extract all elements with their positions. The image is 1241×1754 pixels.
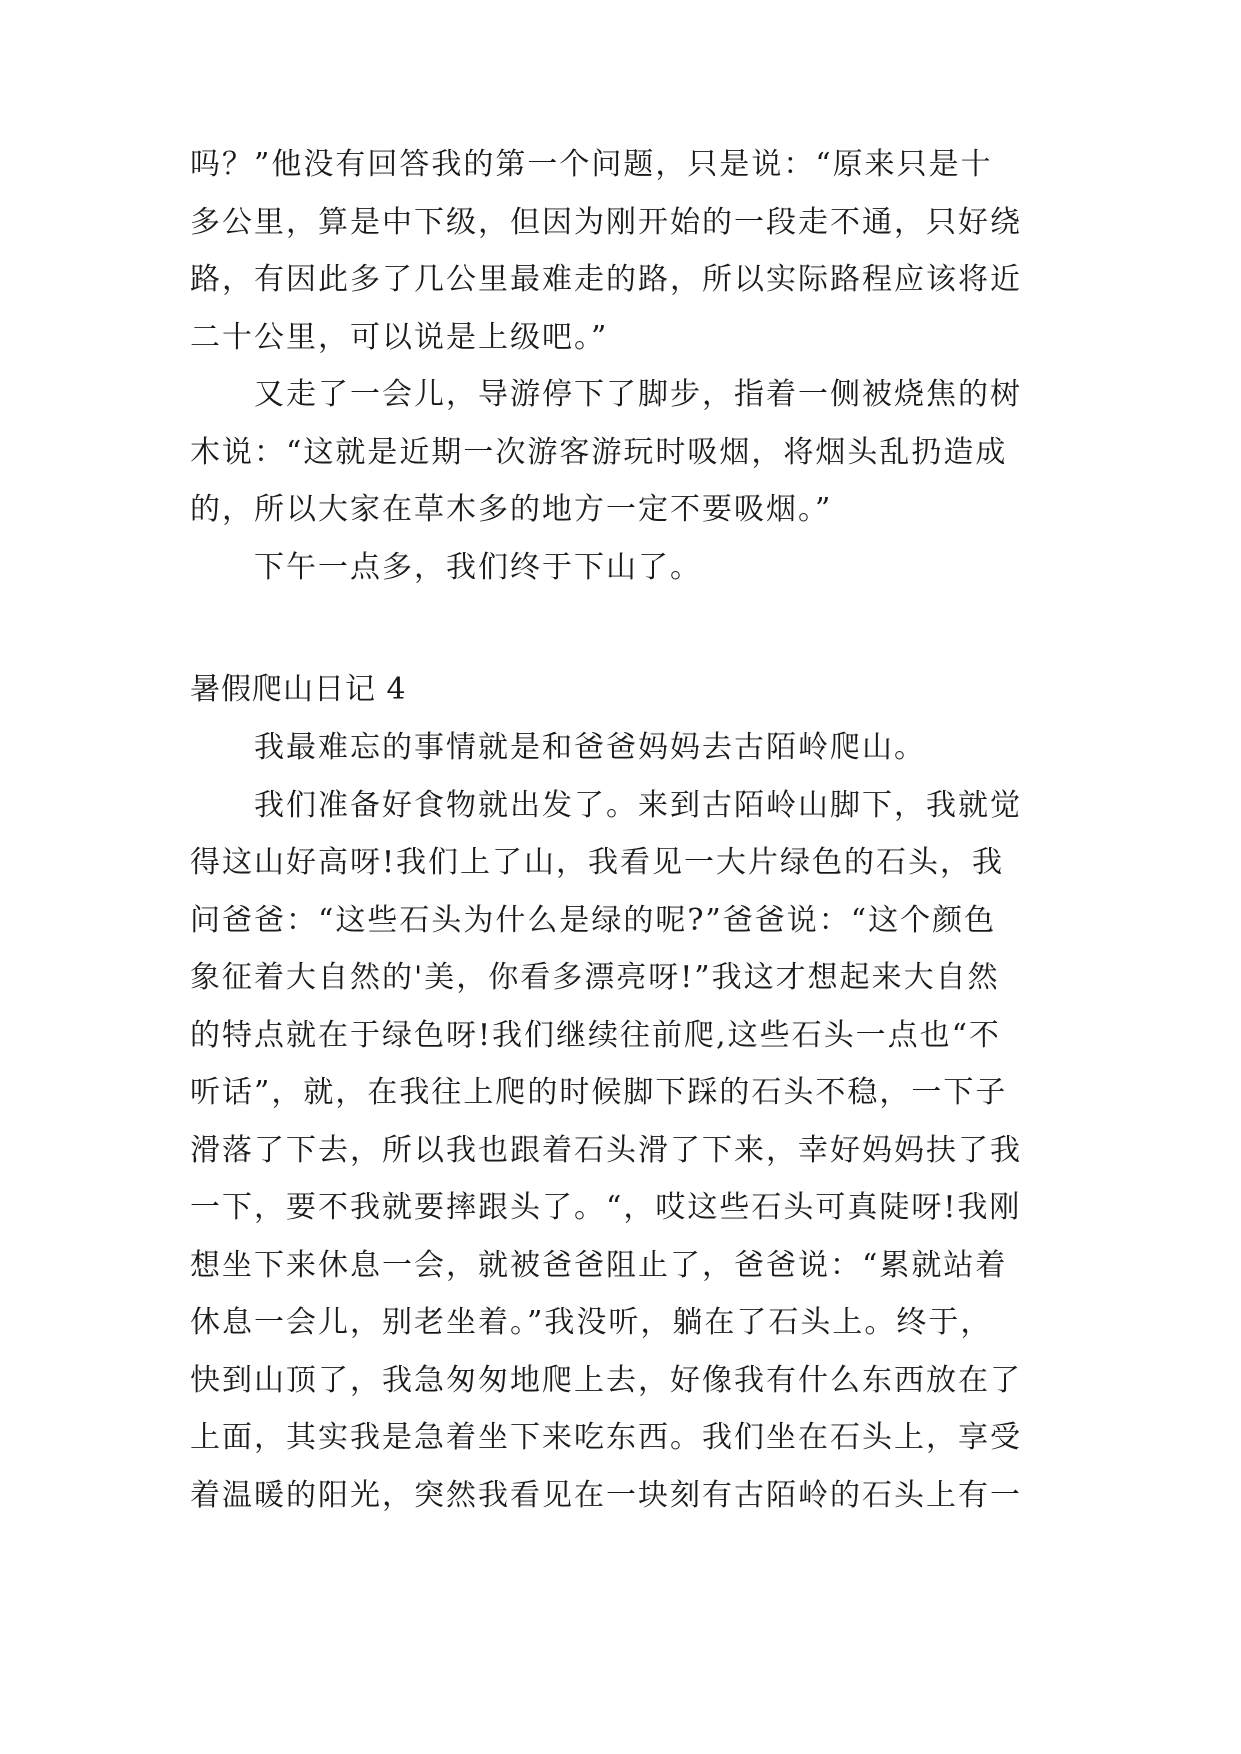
text-line: 二十公里，可以说是上级吧。” (190, 320, 609, 355)
text-line: 木说：“这就是近期一次游客游玩时吸烟，将烟头乱扔造成 (190, 435, 1008, 470)
text-line: 休息一会儿，别老坐着。”我没听，躺在了石头上。终于， (190, 1305, 993, 1340)
text-line: 快到山顶了，我急匆匆地爬上去，好像我有什么东西放在了 (190, 1363, 1022, 1398)
text-line: 问爸爸：“这些石头为什么是绿的呢?”爸爸说：“这个颜色 (190, 903, 997, 938)
text-line: 上面，其实我是急着坐下来吃东西。我们坐在石头上，享受 (190, 1420, 1022, 1455)
text-line: 听话”，就，在我往上爬的时候脚下踩的石头不稳，一下子 (190, 1075, 1008, 1110)
text-line: 的特点就在于绿色呀!我们继续往前爬,这些石头一点也“不 (190, 1018, 1001, 1053)
text-line: 象征着大自然的'美，你看多漂亮呀!”我这才想起来大自然 (190, 960, 1000, 995)
text-line: 的，所以大家在草木多的地方一定不要吸烟。” (190, 492, 833, 527)
text-line: 想坐下来休息一会，就被爸爸阻止了，爸爸说：“累就站着 (190, 1248, 1008, 1283)
text-line: 一下，要不我就要摔跟头了。“，哎这些石头可真陡呀!我刚 (190, 1190, 1022, 1225)
text-line: 滑落了下去，所以我也跟着石头滑了下来，幸好妈妈扶了我 (190, 1133, 1022, 1168)
section-title: 暑假爬山日记 4 (190, 672, 407, 707)
text-line: 下午一点多，我们终于下山了。 (254, 550, 702, 585)
text-line: 我最难忘的事情就是和爸爸妈妈去古陌岭爬山。 (254, 730, 926, 765)
text-line: 路，有因此多了几公里最难走的路，所以实际路程应该将近 (190, 262, 1022, 297)
text-line: 又走了一会儿，导游停下了脚步，指着一侧被烧焦的树 (254, 377, 1022, 412)
text-line: 着温暖的阳光，突然我看见在一块刻有古陌岭的石头上有一 (190, 1478, 1022, 1513)
text-line: 多公里，算是中下级，但因为刚开始的一段走不通，只好绕 (190, 205, 1022, 240)
text-line: 吗？”他没有回答我的第一个问题，只是说：“原来只是十 (190, 147, 993, 182)
text-line: 得这山好高呀!我们上了山，我看见一大片绿色的石头，我 (190, 845, 1005, 880)
text-line: 我们准备好食物就出发了。来到古陌岭山脚下，我就觉 (254, 788, 1022, 823)
